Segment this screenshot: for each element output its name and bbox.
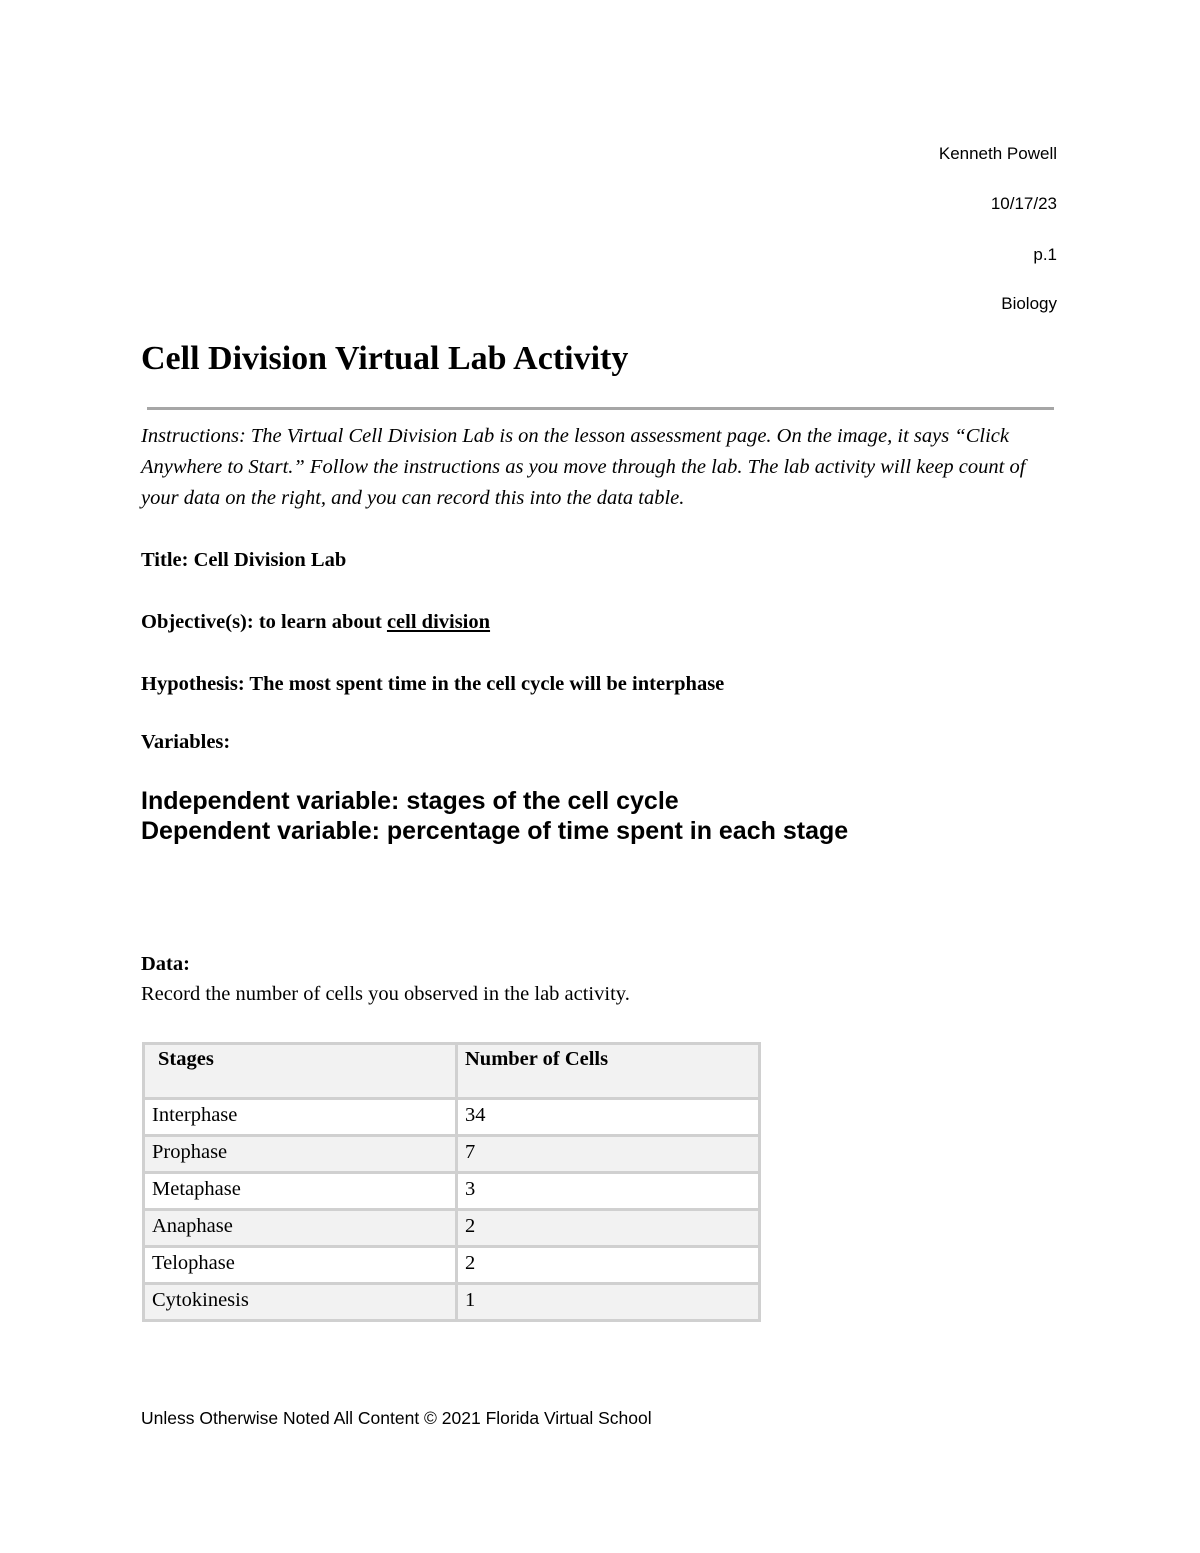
- header-stages: Stages: [144, 1044, 457, 1099]
- table-row: [144, 1173, 760, 1210]
- dependent-variable: Dependent variable: percentage of time spent in each stage: [141, 817, 849, 845]
- lab-title-value: Cell Division Lab: [193, 549, 347, 571]
- lab-title-label: Title:: [141, 549, 189, 571]
- class-period: p.1: [1033, 245, 1057, 264]
- student-name: Kenneth Powell: [938, 144, 1057, 163]
- count-cell: 3: [457, 1173, 760, 1210]
- stage-cell: Anaphase: [144, 1210, 457, 1247]
- hypothesis-label: Hypothesis:: [141, 673, 245, 695]
- table-row: [144, 1136, 760, 1173]
- count-cell: 2: [457, 1210, 760, 1247]
- data-description: Record the number of cells you observed in the lab activity.: [141, 983, 630, 1005]
- hypothesis-field: [141, 673, 724, 696]
- data-label: Data:: [141, 953, 190, 975]
- variables-label: Variables:: [141, 731, 231, 753]
- page-title: Cell Division Virtual Lab Activity: [141, 340, 629, 377]
- stage-cell: Cytokinesis: [144, 1284, 457, 1321]
- hypothesis-value: The most spent time in the cell cycle will be interphase: [249, 673, 725, 695]
- date: 10/17/23: [990, 194, 1057, 213]
- stage-cell: Telophase: [144, 1247, 457, 1284]
- count-cell: 7: [457, 1136, 760, 1173]
- table-header-row: [144, 1044, 760, 1099]
- independent-variable: Independent variable: stages of the cell cycle: [141, 787, 679, 815]
- data-table: [142, 1042, 761, 1322]
- table-row: [144, 1210, 760, 1247]
- objective-label: Objective(s):: [141, 611, 254, 633]
- objective-field: [141, 611, 490, 634]
- table-row: [144, 1247, 760, 1284]
- variables-list: [141, 786, 848, 846]
- copyright-footer: Unless Otherwise Noted All Content © 2021 Florida Virtual School: [141, 1408, 652, 1428]
- stage-cell: Metaphase: [144, 1173, 457, 1210]
- stage-cell: Interphase: [144, 1099, 457, 1136]
- objective-link[interactable]: cell division: [386, 611, 491, 633]
- count-cell: 2: [457, 1247, 760, 1284]
- objective-prefix: to learn about: [258, 611, 382, 633]
- count-cell: 1: [457, 1284, 760, 1321]
- table-row: [144, 1099, 760, 1136]
- subject: Biology: [1001, 294, 1057, 313]
- count-cell: 34: [457, 1099, 760, 1136]
- lab-title-field: [141, 549, 346, 572]
- header-number-of-cells: Number of Cells: [457, 1044, 760, 1099]
- title-divider: [147, 407, 1054, 410]
- table-row: [144, 1284, 760, 1321]
- stage-cell: Prophase: [144, 1136, 457, 1173]
- instructions-paragraph: Instructions: The Virtual Cell Division Lab is on the lesson assessment page. On the image, it says “Click Anywhere to Start.” Follow the instructions as you move through the lab. The lab activity will keep count of your data on the right, and you can record this into the data table.: [141, 425, 1026, 509]
